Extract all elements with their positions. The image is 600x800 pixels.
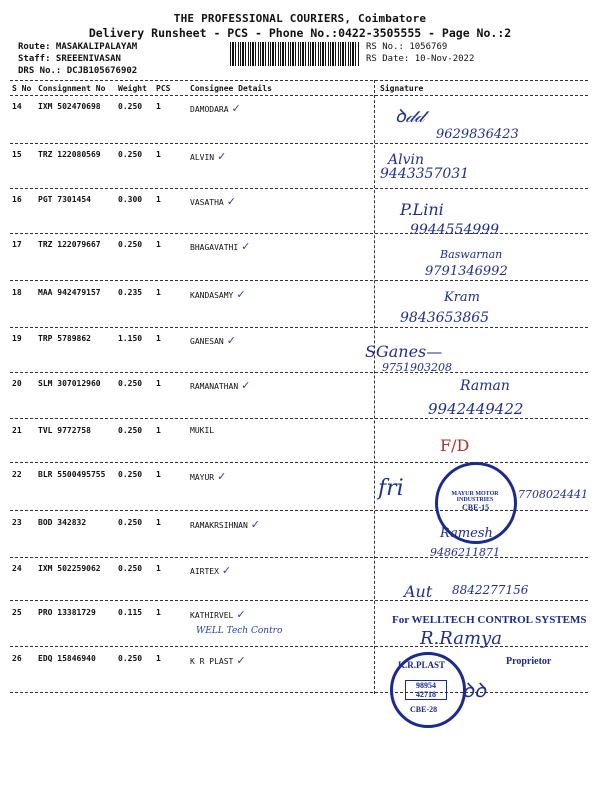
signature-scribble: Ramesh bbox=[440, 526, 493, 541]
row-consignment: TVL 9772758 bbox=[38, 426, 91, 435]
krplast-seal-code: CBE-28 bbox=[410, 705, 438, 714]
check-mark-icon: ✓ bbox=[221, 564, 232, 577]
row-pcs: 1 bbox=[156, 288, 161, 297]
col-weight: Weight bbox=[118, 84, 147, 93]
row-consignee bbox=[190, 195, 236, 208]
welltech-stamp: For WELLTECH CONTROL SYSTEMS bbox=[392, 614, 587, 626]
row-sno: 21 bbox=[12, 426, 22, 435]
check-mark-icon: ✓ bbox=[226, 195, 236, 208]
check-mark-icon: ✓ bbox=[236, 608, 246, 621]
row-divider bbox=[10, 462, 588, 463]
handwritten-note: WELL Tech Contro bbox=[196, 626, 283, 636]
table-row bbox=[0, 146, 600, 192]
row-consignment: TRZ 122079667 bbox=[38, 240, 101, 249]
row-pcs: 1 bbox=[156, 564, 161, 573]
signature-phone: 9751903208 bbox=[382, 361, 452, 374]
rs-number: RS No.: 1056769 bbox=[366, 42, 448, 52]
check-mark-icon: ✓ bbox=[236, 288, 246, 301]
col-signature: Signature bbox=[380, 84, 424, 93]
consignee-name: AIRTEX bbox=[190, 567, 219, 576]
row-consignment: BLR 5500495755 bbox=[38, 470, 106, 479]
barcode-image bbox=[230, 42, 360, 66]
row-sno: 22 bbox=[12, 470, 22, 479]
row-divider bbox=[10, 372, 588, 373]
row-sno: 23 bbox=[12, 518, 22, 527]
row-pcs: 1 bbox=[156, 426, 161, 435]
row-consignment: BOD 342832 bbox=[38, 518, 87, 527]
row-consignee bbox=[190, 426, 214, 435]
row-sno: 20 bbox=[12, 379, 22, 388]
check-mark-icon: ✓ bbox=[226, 334, 236, 347]
row-consignee bbox=[190, 240, 250, 253]
row-consignee bbox=[190, 288, 246, 301]
row-weight: 0.250 bbox=[118, 379, 143, 388]
consignee-name: MUKIL bbox=[190, 426, 215, 435]
consignee-name: KATHIRVEL bbox=[190, 611, 234, 620]
row-weight: 0.115 bbox=[118, 608, 143, 617]
row-consignee bbox=[190, 334, 236, 347]
row-sno: 16 bbox=[12, 195, 22, 204]
table-row bbox=[0, 330, 600, 376]
row-sno: 18 bbox=[12, 288, 22, 297]
check-mark-icon: ✓ bbox=[217, 150, 227, 163]
signature-scribble: Kram bbox=[444, 290, 481, 305]
seal-company-name: MAYUR MOTOR INDUSTRIES bbox=[451, 491, 499, 503]
row-sno: 15 bbox=[12, 150, 22, 159]
signature-phone: 9629836423 bbox=[436, 127, 519, 142]
row-divider bbox=[10, 280, 588, 281]
rs-date: RS Date: 10-Nov-2022 bbox=[366, 54, 475, 64]
row-pcs: 1 bbox=[156, 470, 161, 479]
row-sno: 19 bbox=[12, 334, 22, 343]
row-divider bbox=[10, 188, 588, 189]
divider bbox=[10, 80, 588, 81]
row-divider bbox=[10, 327, 588, 328]
signature-phone: 9443357031 bbox=[380, 166, 470, 182]
field-delivery-mark: F/D bbox=[440, 436, 470, 455]
row-consignment: PRO 13381729 bbox=[38, 608, 96, 617]
row-pcs: 1 bbox=[156, 608, 161, 617]
row-weight: 0.250 bbox=[118, 564, 143, 573]
divider bbox=[10, 95, 588, 96]
signature-scribble: ꝺꝺ bbox=[462, 678, 486, 702]
col-consignment: Consignment No bbox=[38, 84, 106, 93]
row-divider bbox=[10, 692, 588, 693]
row-divider bbox=[10, 233, 588, 234]
seal-code: CBE-15 bbox=[462, 503, 490, 512]
col-consignee: Consignee Details bbox=[190, 84, 272, 93]
staff-label: Staff: SREEENIVASAN bbox=[18, 54, 121, 64]
row-weight: 0.250 bbox=[118, 518, 143, 527]
row-sno: 14 bbox=[12, 102, 22, 111]
row-consignee bbox=[190, 564, 231, 577]
signature-phone: 7708024441 bbox=[518, 488, 588, 501]
col-sno: S No bbox=[12, 84, 32, 93]
company-title: THE PROFESSIONAL COURIERS, Coimbatore bbox=[173, 12, 427, 25]
row-pcs: 1 bbox=[156, 334, 161, 343]
consignee-name: ALVIN bbox=[190, 153, 215, 162]
row-pcs: 1 bbox=[156, 518, 161, 527]
row-consignee bbox=[190, 518, 260, 531]
signature-scribble: R.Ramya bbox=[420, 628, 502, 649]
row-weight: 0.250 bbox=[118, 426, 143, 435]
row-pcs: 1 bbox=[156, 240, 161, 249]
signature-scribble: SGanes— bbox=[365, 342, 443, 361]
signature-phone: 9843653865 bbox=[400, 310, 490, 326]
row-pcs: 1 bbox=[156, 150, 161, 159]
row-weight: 0.250 bbox=[118, 470, 143, 479]
consignee-name: K R PLAST bbox=[190, 657, 234, 666]
row-divider bbox=[10, 143, 588, 144]
check-mark-icon: ✓ bbox=[236, 654, 246, 667]
table-row bbox=[0, 284, 600, 330]
consignee-name: RAMAKRSIHNAN bbox=[190, 521, 248, 530]
row-weight: 1.150 bbox=[118, 334, 143, 343]
signature-scribble: Alvin bbox=[388, 152, 424, 168]
signature-phone: 9942449422 bbox=[428, 400, 524, 418]
consignee-name: VASATHA bbox=[190, 198, 224, 207]
krplast-seal-phone: 98954 42718 bbox=[405, 680, 447, 700]
row-divider bbox=[10, 600, 588, 601]
signature-phone: 9791346992 bbox=[425, 264, 508, 279]
signature-scribble: Baswarnan bbox=[440, 248, 503, 261]
table-row bbox=[0, 236, 600, 282]
consignee-name: GANESAN bbox=[190, 337, 224, 346]
signature-scribble: ꝺ𝒹𝒹 bbox=[395, 106, 424, 127]
consignee-name: MAYUR bbox=[190, 473, 215, 482]
row-divider bbox=[10, 418, 588, 419]
row-weight: 0.250 bbox=[118, 654, 143, 663]
row-sno: 25 bbox=[12, 608, 22, 617]
row-consignment: TRP 5789862 bbox=[38, 334, 91, 343]
row-consignee bbox=[190, 102, 241, 115]
runsheet-subtitle: Delivery Runsheet - PCS - Phone No.:0422-3505555 - Page No.:2 bbox=[88, 26, 512, 40]
check-mark-icon: ✓ bbox=[241, 240, 251, 253]
row-divider bbox=[10, 557, 588, 558]
row-sno: 17 bbox=[12, 240, 22, 249]
consignee-name: KANDASAMY bbox=[190, 291, 234, 300]
row-consignment: IXM 502259062 bbox=[38, 564, 101, 573]
row-consignee bbox=[190, 608, 246, 621]
drs-label: DRS No.: DCJB105676902 bbox=[18, 66, 138, 76]
check-mark-icon: ✓ bbox=[231, 102, 241, 115]
row-weight: 0.250 bbox=[118, 102, 143, 111]
table-row bbox=[0, 604, 600, 650]
signature-scribble: Raman bbox=[460, 378, 510, 394]
signature-phone: 8842277156 bbox=[452, 583, 529, 597]
check-mark-icon: ✓ bbox=[217, 470, 227, 483]
signature-scribble: P.Lini bbox=[400, 200, 444, 219]
route-label: Route: MASAKALIPALAYAM bbox=[18, 42, 138, 52]
table-row bbox=[0, 191, 600, 237]
signature-phone: 9486211871 bbox=[430, 546, 500, 559]
row-weight: 0.235 bbox=[118, 288, 143, 297]
row-weight: 0.250 bbox=[118, 240, 143, 249]
row-consignment: MAA 942479157 bbox=[38, 288, 101, 297]
row-weight: 0.250 bbox=[118, 150, 143, 159]
row-consignment: SLM 307012960 bbox=[38, 379, 101, 388]
row-consignment: EDQ 15846940 bbox=[38, 654, 96, 663]
row-pcs: 1 bbox=[156, 379, 161, 388]
col-pcs: PCS bbox=[156, 84, 171, 93]
signature-phone: 9944554999 bbox=[410, 222, 500, 238]
row-consignment: TRZ 122080569 bbox=[38, 150, 101, 159]
row-consignee bbox=[190, 379, 250, 392]
check-mark-icon: ✓ bbox=[250, 518, 261, 531]
row-consignee bbox=[190, 654, 246, 667]
row-weight: 0.300 bbox=[118, 195, 143, 204]
signature-scribble: Aut bbox=[404, 582, 433, 601]
proprietor-label: Proprietor bbox=[506, 656, 552, 667]
krplast-seal-name: K.R.PLAST bbox=[398, 660, 446, 670]
row-sno: 26 bbox=[12, 654, 22, 663]
row-pcs: 1 bbox=[156, 195, 161, 204]
row-pcs: 1 bbox=[156, 102, 161, 111]
row-consignment: IXM 502470698 bbox=[38, 102, 101, 111]
consignee-name: DAMODARA bbox=[190, 105, 229, 114]
row-pcs: 1 bbox=[156, 654, 161, 663]
row-sno: 24 bbox=[12, 564, 22, 573]
row-consignment: PGT 7301454 bbox=[38, 195, 91, 204]
row-consignee bbox=[190, 470, 226, 483]
row-consignee bbox=[190, 150, 226, 163]
signature-scribble: fri bbox=[378, 476, 404, 501]
consignee-name: RAMANATHAN bbox=[190, 382, 239, 391]
check-mark-icon: ✓ bbox=[241, 379, 251, 392]
consignee-name: BHAGAVATHI bbox=[190, 243, 239, 252]
